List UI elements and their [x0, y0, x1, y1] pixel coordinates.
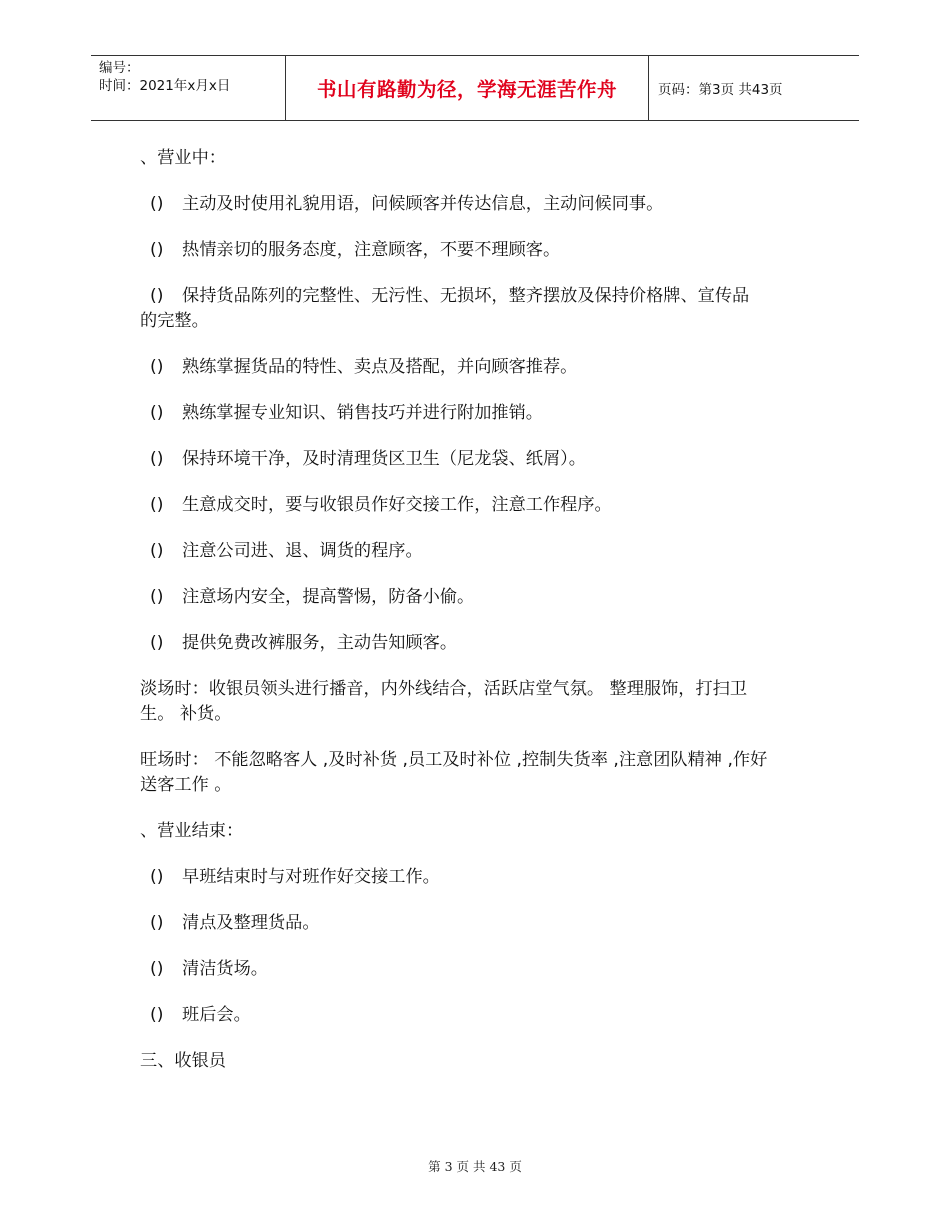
- list-item: [140, 585, 812, 610]
- list-item-text: 早班结束时与对班作好交接工作。: [182, 867, 440, 887]
- bullet-mark: (): [150, 357, 164, 377]
- bullet-mark: (): [150, 286, 164, 306]
- page-footer: 第 3 页 共 43 页: [428, 1159, 522, 1174]
- busy-period-paragraph: [140, 748, 812, 798]
- list-item: [140, 957, 812, 982]
- list-item-text: 生意成交时，要与收银员作好交接工作，注意工作程序。: [182, 495, 612, 515]
- list-item-text: 主动及时使用礼貌用语，问候顾客并传达信息，主动问候同事。: [182, 194, 664, 214]
- list-item: [140, 911, 812, 936]
- time-label: 时间：2021年x月x日: [99, 78, 231, 94]
- list-item-text: 保持环境干净，及时清理货区卫生（尼龙袋、纸屑）。: [182, 449, 586, 469]
- bullet-mark: (): [150, 541, 164, 561]
- paragraph-line: 生。 补货。: [140, 704, 232, 724]
- list-item-text: 熟练掌握货品的特性、卖点及搭配，并向顾客推荐。: [182, 357, 578, 377]
- list-item: [140, 192, 812, 217]
- bullet-mark: (): [150, 495, 164, 515]
- paragraph-line: 旺场时： 不能忽略客人 ,及时补货 ,员工及时补位 ,控制失货率 ,注意团队精神 ,作好: [140, 750, 768, 770]
- bullet-mark: (): [150, 587, 164, 607]
- document-body: [140, 146, 812, 1074]
- bullet-mark: (): [150, 240, 164, 260]
- bullet-mark: (): [150, 194, 164, 214]
- paragraph-line: 淡场时：收银员领头进行播音，内外线结合，活跃店堂气氛。 整理服饰，打扫卫: [140, 679, 748, 699]
- list-item-text: 保持货品陈列的完整性、无污性、无损坏，整齐摆放及保持价格牌、宣传品: [182, 286, 750, 306]
- list-item: [140, 401, 812, 426]
- list-item: [140, 1003, 812, 1028]
- list-item-text: 热情亲切的服务态度，注意顾客，不要不理顾客。: [182, 240, 561, 260]
- header-motto: 书山有路勤为径，学海无涯苦作舟: [286, 56, 649, 120]
- paragraph-line: 送客工作 。: [140, 775, 232, 795]
- bullet-mark: (): [150, 449, 164, 469]
- slow-period-paragraph: [140, 677, 812, 727]
- section-heading-open: 、营业中：: [140, 148, 226, 168]
- bullet-mark: (): [150, 913, 164, 933]
- list-item-text: 提供免费改裤服务，主动告知顾客。: [182, 633, 458, 653]
- list-item: [140, 284, 812, 334]
- bullet-mark: (): [150, 633, 164, 653]
- header-page-info: 页码：第3页 共43页: [658, 82, 783, 98]
- list-item-text: 清点及整理货品。: [182, 913, 320, 933]
- number-label: 编号：: [99, 60, 140, 76]
- list-item: [140, 539, 812, 564]
- list-item: [140, 355, 812, 380]
- list-item: [140, 865, 812, 890]
- list-item-continuation: 的完整。: [140, 311, 209, 331]
- page-header: [91, 55, 859, 121]
- section-heading-cashier: 三、收银员: [140, 1051, 226, 1071]
- bullet-mark: (): [150, 1005, 164, 1025]
- bullet-mark: (): [150, 403, 164, 423]
- bullet-mark: (): [150, 867, 164, 887]
- bullet-mark: (): [150, 959, 164, 979]
- list-item: [140, 238, 812, 263]
- list-item: [140, 447, 812, 472]
- list-item-text: 注意公司进、退、调货的程序。: [182, 541, 423, 561]
- list-item: [140, 631, 812, 656]
- list-item: [140, 493, 812, 518]
- section-heading-close: 、营业结束：: [140, 821, 244, 841]
- header-meta: [91, 56, 286, 120]
- list-item-text: 清洁货场。: [182, 959, 268, 979]
- list-item-text: 班后会。: [182, 1005, 251, 1025]
- list-item-text: 熟练掌握专业知识、销售技巧并进行附加推销。: [182, 403, 543, 423]
- list-item-text: 注意场内安全，提高警惕，防备小偷。: [182, 587, 475, 607]
